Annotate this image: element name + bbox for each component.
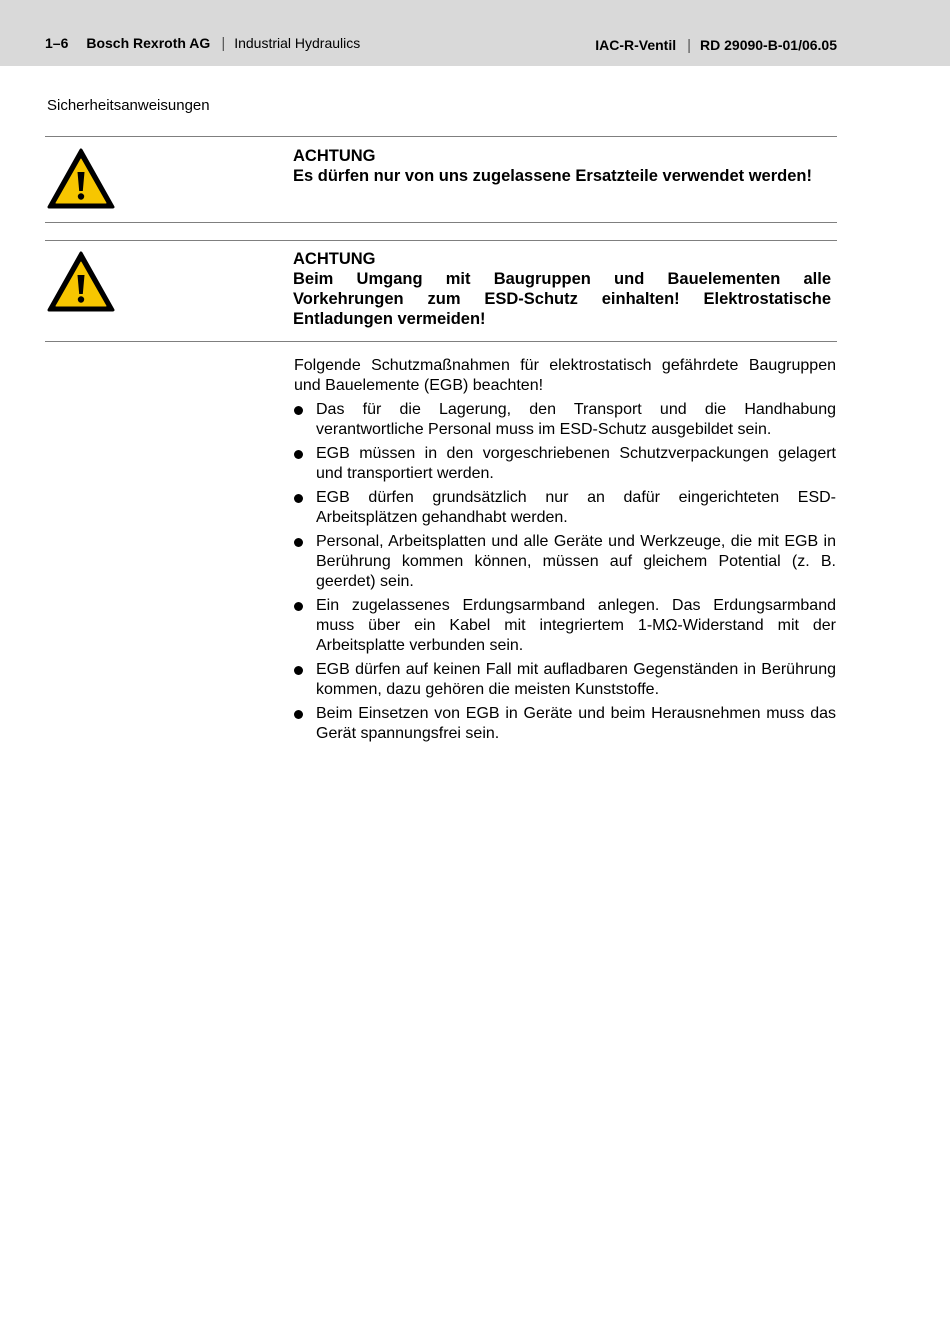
section-title: Sicherheitsanweisungen bbox=[47, 97, 210, 114]
bullet-icon bbox=[294, 538, 303, 547]
warning-text: Es dürfen nur von uns zugelassene Ersatzteile verwendet werden! bbox=[293, 167, 812, 185]
header-separator: | bbox=[221, 35, 226, 52]
divider bbox=[45, 341, 837, 342]
list-item-text: Ein zugelassenes Erdungsarmband anlegen. Das Erdungsarmband muss über ein Kabel mit integriertem 1-MΩ-Widerstand mit der Arbeitsplatte verbunden sein. bbox=[316, 597, 836, 654]
list-item bbox=[294, 704, 836, 744]
warning-triangle-icon bbox=[47, 148, 115, 209]
list-item-text: EGB dürfen grundsätzlich nur an dafür eingerichteten ESD-Arbeitsplätzen gehandhabt werden. bbox=[316, 489, 836, 526]
bullet-icon bbox=[294, 710, 303, 719]
bullet-icon bbox=[294, 602, 303, 611]
warning-triangle-icon bbox=[47, 251, 115, 312]
list-item bbox=[294, 488, 836, 528]
list-item-text: Personal, Arbeitsplatten und alle Geräte und Werkzeuge, die mit EGB in Berührung kommen können, müssen auf gleichem Potential (z. B. geerdet) sein. bbox=[316, 533, 836, 590]
list-item-text: Beim Einsetzen von EGB in Geräte und beim Herausnehmen muss das Gerät spannungsfrei sein. bbox=[316, 705, 836, 742]
warning-block-1 bbox=[293, 146, 831, 186]
division-name: Industrial Hydraulics bbox=[234, 35, 361, 51]
warning-block-2 bbox=[293, 249, 831, 329]
esd-instructions bbox=[294, 356, 836, 748]
product-name: IAC-R-Ventil bbox=[595, 37, 677, 53]
intro-paragraph: Folgende Schutzmaßnahmen für elektrostatisch gefährdete Baugruppen und Bauelemente (EGB) beachten! bbox=[294, 357, 836, 394]
divider bbox=[45, 240, 837, 241]
warning-text: Beim Umgang mit Baugruppen und Bauelementen alle Vorkehrungen zum ESD-Schutz einhalten! Elektrostatische Entladungen vermeiden! bbox=[293, 270, 831, 328]
divider bbox=[45, 136, 837, 137]
bullet-icon bbox=[294, 494, 303, 503]
company-name: Bosch Rexroth AG bbox=[86, 35, 211, 51]
warning-title: ACHTUNG bbox=[293, 250, 376, 268]
bullet-list bbox=[294, 400, 836, 744]
divider bbox=[45, 222, 837, 223]
header-left bbox=[45, 35, 360, 52]
list-item bbox=[294, 444, 836, 484]
bullet-icon bbox=[294, 450, 303, 459]
bullet-icon bbox=[294, 406, 303, 415]
header-separator: | bbox=[687, 37, 692, 54]
document-number: RD 29090-B-01/06.05 bbox=[700, 37, 837, 53]
list-item bbox=[294, 400, 836, 440]
page-number: 1–6 bbox=[45, 35, 69, 51]
header-right bbox=[595, 37, 837, 54]
warning-title: ACHTUNG bbox=[293, 147, 376, 165]
list-item-text: EGB dürfen auf keinen Fall mit aufladbaren Gegenständen in Berührung kommen, dazu gehören die meisten Kunststoffe. bbox=[316, 661, 836, 698]
list-item bbox=[294, 596, 836, 656]
bullet-icon bbox=[294, 666, 303, 675]
page-header bbox=[0, 0, 950, 66]
list-item bbox=[294, 660, 836, 700]
list-item-text: Das für die Lagerung, den Transport und die Handhabung verantwortliche Personal muss im ESD-Schutz ausgebildet sein. bbox=[316, 401, 836, 438]
list-item bbox=[294, 532, 836, 592]
list-item-text: EGB müssen in den vorgeschriebenen Schutzverpackungen gelagert und transportiert werden. bbox=[316, 445, 836, 482]
